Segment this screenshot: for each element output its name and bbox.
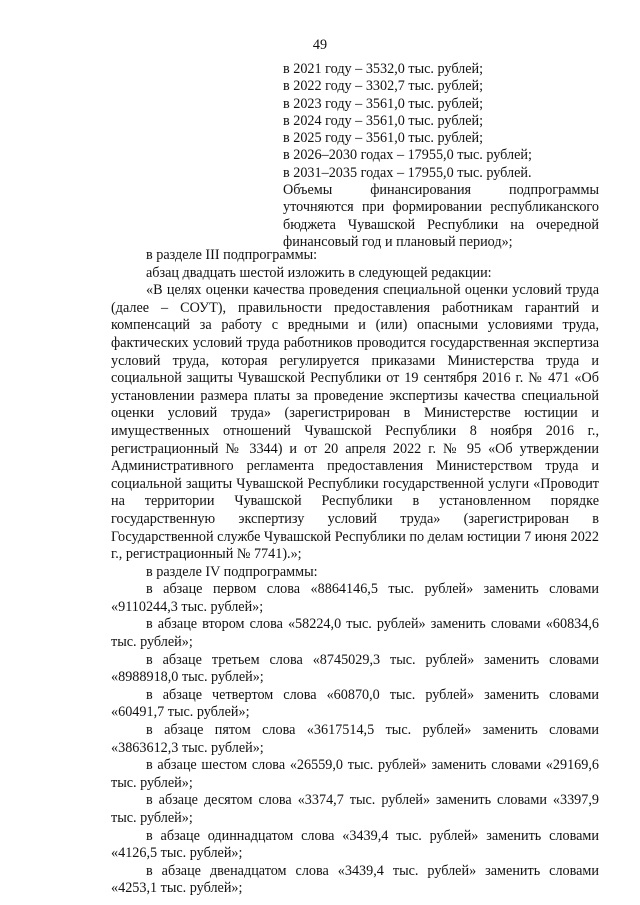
document-body <box>111 247 599 898</box>
section4-item: в абзаце десятом слова «3374,7 тыс. рублей» заменить словами «3397,9 тыс. рублей»; <box>111 792 599 826</box>
funding-line-2026-2030: в 2026–2030 годах – 17955,0 тыс. рублей; <box>283 147 532 164</box>
section4-item: в абзаце четвертом слова «60870,0 тыс. рублей» заменить словами «60491,7 тыс. рублей»; <box>111 686 599 721</box>
section4-item: в абзаце одиннадцатом слова «3439,4 тыс. рублей» заменить словами «4126,5 тыс. рублей»; <box>111 827 599 862</box>
funding-line-2022: в 2022 году – 3302,7 тыс. рублей; <box>283 78 484 95</box>
section4-item: в абзаце двенадцатом слова «3439,4 тыс. рублей» заменить словами «4253,1 тыс. рублей»; <box>111 862 599 897</box>
page-number: 49 <box>312 37 328 53</box>
section4-item: в абзаце шестом слова «26559,0 тыс. рублей» заменить словами «29169,6 тыс. рублей»; <box>111 757 599 791</box>
section4-item: в абзаце пятом слова «3617514,5 тыс. рублей» заменить словами «3863612,3 тыс. рублей»; <box>111 722 599 756</box>
funding-note: Объемы финансирования подпрограммы уточняются при формировании республиканского бюджета Чувашской Республики на очередной финансовый год и плановый период»; <box>283 182 599 250</box>
section3-quote: «В целях оценки качества проведения специальной оценки условий труда (далее – СОУТ), правильности предоставления работникам гарантий и компенсаций за работу с вредными и (или) опасными условиями труда, фактических условий труда работников проводится государственная экспертиза условий труда, которая регулируется приказами Министерства труда и социальной защиты Чувашской Республики от 19 сентября 2016 г. № 471 «Об установлении размера платы за проведение экспертизы качества специальной оценки условий труда» (зарегистрирован в Министерстве юстиции и имущественных отношений Чувашской Республики 8 ноября 2016 г., регистрационный № 3344) и от 20 апреля 2022 г. № 95 «Об утверждении Административного регламента предоставления Министерством труда и социальной защиты Чувашской Республики государственной услуги «Проводит на территории Чувашской Республики в установленном порядке государственную экспертизу условий труда» (зарегистрирован в Государственной службе Чувашской Республики по делам юстиции 7 июня 2022 г., регистрационный № 7741).»; <box>111 282 599 563</box>
section3-instruction: абзац двадцать шестой изложить в следующей редакции: <box>146 264 492 281</box>
section4-item: в абзаце втором слова «58224,0 тыс. рублей» заменить словами «60834,6 тыс. рублей»; <box>111 616 599 651</box>
funding-line-2024: в 2024 году – 3561,0 тыс. рублей; <box>283 112 484 129</box>
section4-item: в абзаце первом слова «8864146,5 тыс. рублей» заменить словами «9110244,3 тыс. рублей»; <box>111 581 599 615</box>
section3-heading: в разделе III подпрограммы: <box>146 247 318 263</box>
funding-line-2021: в 2021 году – 3532,0 тыс. рублей; <box>283 61 484 77</box>
funding-block <box>283 61 599 251</box>
section4-item: в абзаце третьем слова «8745029,3 тыс. рублей» заменить словами «8988918,0 тыс. рублей»; <box>111 651 599 686</box>
section4-heading: в разделе IV подпрограммы: <box>146 563 318 580</box>
funding-line-2023: в 2023 году – 3561,0 тыс. рублей; <box>283 95 484 112</box>
funding-line-2031-2035: в 2031–2035 годах – 17955,0 тыс. рублей. <box>283 164 532 181</box>
funding-line-2025: в 2025 году – 3561,0 тыс. рублей; <box>283 130 484 147</box>
